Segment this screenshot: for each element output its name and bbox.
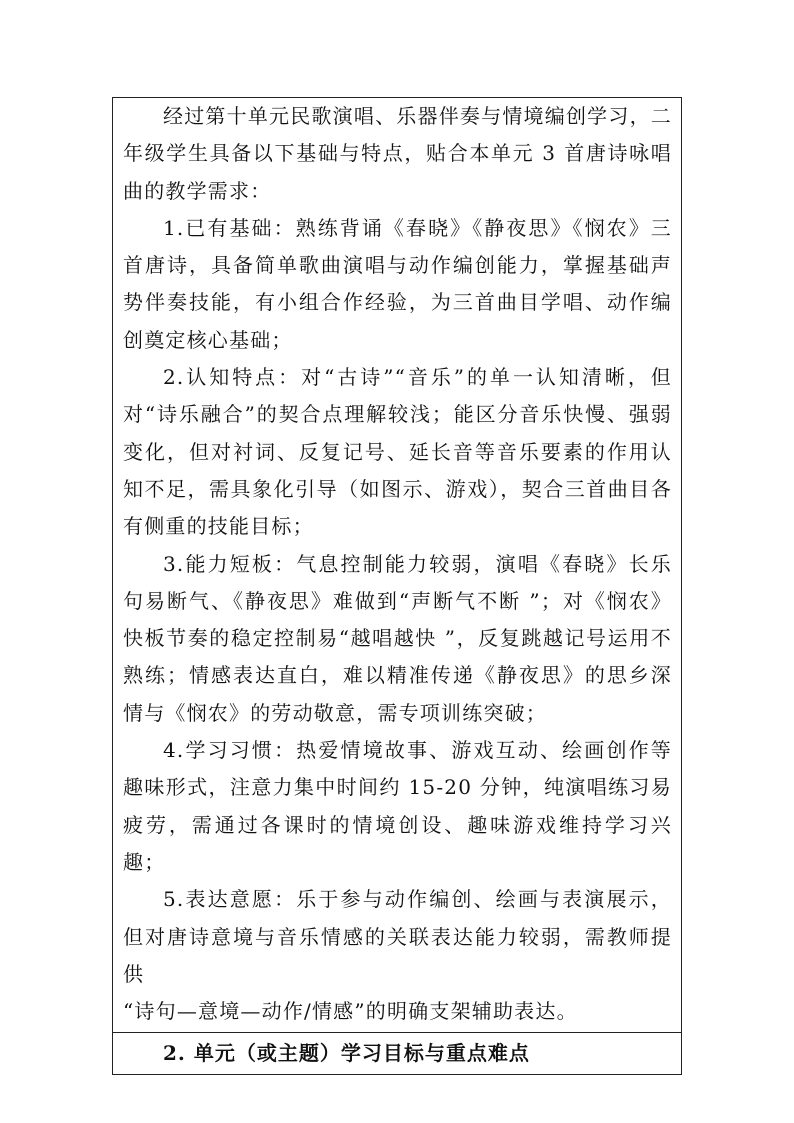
point-weakness-paragraph: 3.能力短板：气息控制能力较弱，演唱《春晓》长乐句易断气、《静夜思》难做到“声断气不断 ”；对《悯农》快板节奏的稳定控制易“越唱越快 ”，反复跳越记号运用不熟练；情感表达直白，难以精准传递《静夜思》的思乡深情与《悯农》的劳动敬意，需专项训练突破； <box>123 551 672 725</box>
point-habits-paragraph: 4.学习习惯：热爱情境故事、游戏互动、绘画创作等趣味形式，注意力集中时间约 15-20 分钟，纯演唱练习易疲劳，需通过各课时的情境创设、趣味游戏维持学习兴趣； <box>123 738 672 874</box>
document-table <box>112 97 682 1075</box>
point-cognition-paragraph: 2.认知特点：对“古诗”“音乐”的单一认知清晰，但对“诗乐融合”的契合点理解较浅；能区分音乐快慢、强弱变化，但对衬词、反复记号、延长音等音乐要素的作用认知不足，需具象化引导（如图示、游戏），契合三首曲目各有侧重的技能目标； <box>123 365 672 539</box>
point-basis-paragraph: 1.已有基础：熟练背诵《春晓》《静夜思》《悯农》三首唐诗，具备简单歌曲演唱与动作编创能力，掌握基础声势伴奏技能，有小组合作经验，为三首曲目学唱、动作编创奠定核心基础； <box>123 215 672 352</box>
intro-paragraph: 经过第十单元民歌演唱、乐器伴奏与情境编创学习，二年级学生具备以下基础与特点，贴合本单元 3 首唐诗咏唱曲的教学需求： <box>123 104 672 203</box>
section-heading: 2. 单元（或主题）学习目标与重点难点 <box>113 1032 681 1074</box>
learner-analysis-cell <box>113 98 681 1032</box>
point-expression-paragraph: 5.表达意愿：乐于参与动作编创、绘画与表演展示，但对唐诗意境与音乐情感的关联表达能力较弱，需教师提供 <box>123 887 672 986</box>
closing-line: “诗句—意境—动作/情感”的明确支架辅助表达。 <box>123 999 578 1024</box>
